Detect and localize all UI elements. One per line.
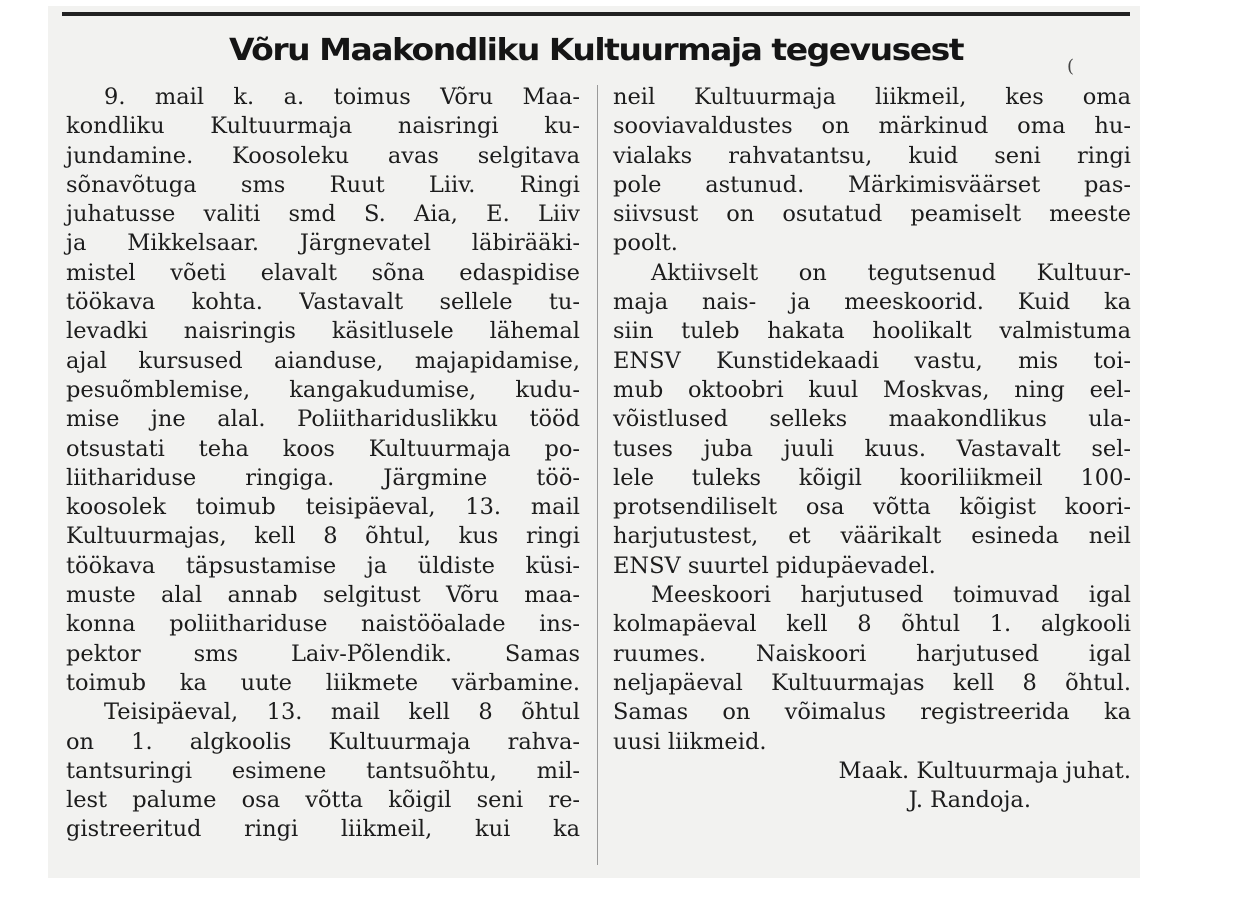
text-line: protsendiliselt osa võtta kõigist koori- <box>613 494 1131 521</box>
text-line: lest palume osa võtta kõigil seni re- <box>66 787 580 814</box>
text-line: vialaks rahvatantsu, kuid seni ringi <box>613 142 1131 169</box>
text-line: pole astunud. Märkimisväärset pas- <box>613 171 1131 198</box>
text-line: sõnavõtuga sms Ruut Liiv. Ringi <box>66 171 580 198</box>
text-line: konna poliithariduse naistööalade ins- <box>66 611 580 638</box>
text-line: liithariduse ringiga. Järgmine töö- <box>66 464 580 491</box>
text-line: töökava täpsustamise ja üldiste küsi- <box>66 552 580 579</box>
text-line: poolt. <box>613 230 678 257</box>
text-line: levadki naisringis käsitlusele lähemal <box>66 318 580 345</box>
text-line: 9. mail k. a. toimus Võru Maa- <box>104 84 580 110</box>
text-line: muste alal annab selgitust Võru maa- <box>66 582 580 609</box>
text-line: pektor sms Laiv-Põlendik. Samas <box>66 640 580 667</box>
text-line: maja nais- ja meeskoorid. Kuid ka <box>613 289 1131 316</box>
text-line: sooviavaldustes on märkinud oma hu- <box>613 113 1131 140</box>
text-line: ajal kursused aianduse, majapidamise, <box>66 347 580 374</box>
text-line: harjutustest, et väärikalt esineda neil <box>613 523 1131 550</box>
text-line: koosolek toimub teisipäeval, 13. mail <box>66 494 580 521</box>
article-headline: Võru Maakondliku Kultuurmaja tegevusest <box>228 31 964 68</box>
text-line: siivsust on osutatud peamiselt meeste <box>613 201 1131 228</box>
text-line: võistlused selleks maakondlikus ula- <box>613 406 1131 433</box>
text-line: mistel võeti elavalt sõna edaspidise <box>66 259 580 286</box>
text-line: mise jne alal. Poliithariduslikku tööd <box>66 406 580 433</box>
text-line: ja Mikkelsaar. Järgnevatel läbirääki- <box>66 230 580 257</box>
text-line: Samas on võimalus registreerida ka <box>613 699 1131 726</box>
top-rule <box>62 12 1130 16</box>
text-line: Kultuurmajas, kell 8 õhtul, kus ringi <box>66 523 580 550</box>
text-line: neil Kultuurmaja liikmeil, kes oma <box>613 84 1131 110</box>
text-line: kondliku Kultuurmaja naisringi ku- <box>66 113 580 140</box>
column-divider <box>597 85 598 865</box>
text-line: on 1. algkoolis Kultuurmaja rahva- <box>66 728 580 755</box>
left-column <box>66 83 580 845</box>
text-line: toimub ka uute liikmete värbamine. <box>66 669 580 696</box>
text-line: Meeskoori harjutused toimuvad igal <box>651 582 1131 609</box>
text-line: ENSV Kunstidekaadi vastu, mis toi- <box>613 347 1131 374</box>
text-line: ruumes. Naiskoori harjutused igal <box>613 640 1131 667</box>
signature-name: J. Randoja. <box>908 787 1031 814</box>
text-line: siin tuleb hakata hoolikalt valmistuma <box>613 318 1131 345</box>
text-line: tuses juba juuli kuus. Vastavalt sel- <box>613 435 1131 462</box>
text-line: uusi liikmeid. <box>613 728 767 755</box>
text-line: mub oktoobri kuul Moskvas, ning eel- <box>613 376 1131 403</box>
text-line: pesuõmblemise, kangakudumise, kudu- <box>66 376 580 403</box>
text-line: töökava kohta. Vastavalt sellele tu- <box>66 289 580 316</box>
text-line: neljapäeval Kultuurmajas kell 8 õhtul. <box>613 669 1131 696</box>
margin-mark: ( <box>1067 56 1075 77</box>
text-line: gistreeritud ringi liikmeil, kui ka <box>66 816 580 843</box>
text-line: otsustati teha koos Kultuurmaja po- <box>66 435 580 462</box>
text-line: jundamine. Koosoleku avas selgitava <box>66 142 580 169</box>
signature-title: Maak. Kultuurmaja juhat. <box>838 757 1131 784</box>
text-line: Teisipäeval, 13. mail kell 8 õhtul <box>104 699 580 726</box>
text-line: kolmapäeval kell 8 õhtul 1. algkooli <box>613 611 1131 638</box>
text-line: juhatusse valiti smd S. Aia, E. Liiv <box>66 201 580 228</box>
text-line: Aktiivselt on tegutsenud Kultuur- <box>651 259 1131 286</box>
text-line: lele tuleks kõigil kooriliikmeil 100- <box>613 464 1131 491</box>
text-line: ENSV suurtel pidupäevadel. <box>613 552 936 579</box>
right-column <box>613 83 1131 815</box>
text-line: tantsuringi esimene tantsuõhtu, mil- <box>66 757 580 784</box>
